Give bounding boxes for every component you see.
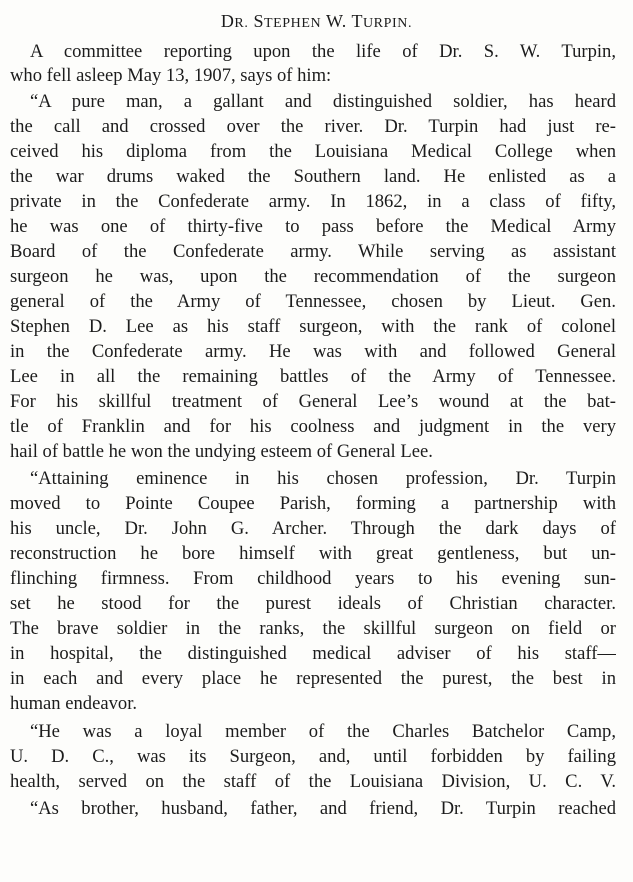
text-line: For his skillful treatment of General Lee’s wound at the bat- <box>10 391 616 412</box>
text-line: “He was a loyal member of the Charles Batchelor Camp, <box>30 721 616 742</box>
text-line: tle of Franklin and for his coolness and judgment in the very <box>10 416 616 437</box>
title-smallcaps: TEPHEN <box>263 16 322 31</box>
text-line: reconstruction he bore himself with great gentleness, but un- <box>10 543 616 564</box>
text-line: private in the Confederate army. In 1862, in a class of fifty, <box>10 191 616 212</box>
title-smallcaps: URPIN. <box>362 16 413 31</box>
text-line: the war drums waked the Southern land. He enlisted as a <box>10 166 616 187</box>
text-line: his uncle, Dr. John G. Archer. Through the dark days of <box>10 518 616 539</box>
text-line: hail of battle he won the undying esteem of General Lee. <box>10 441 433 462</box>
article-title <box>0 10 633 35</box>
text-line: Board of the Confederate army. While serving as assistant <box>10 241 616 262</box>
text-line: Stephen D. Lee as his staff surgeon, with the rank of colonel <box>10 316 616 337</box>
text-line: U. D. C., was its Surgeon, and, until forbidden by failing <box>10 746 616 767</box>
text-line: “Attaining eminence in his chosen profession, Dr. Turpin <box>30 468 616 489</box>
text-line: human endeavor. <box>10 693 138 714</box>
text-line: the call and crossed over the river. Dr. Turpin had just re- <box>10 116 616 137</box>
text-line: health, served on the staff of the Louisiana Division, U. C. V. <box>10 771 616 792</box>
text-line: surgeon he was, upon the recommendation of the surgeon <box>10 266 616 287</box>
text-line: “A pure man, a gallant and distinguished soldier, has heard <box>30 91 616 112</box>
title-initial: S <box>253 11 264 31</box>
text-line: ceived his diploma from the Louisiana Medical College when <box>10 141 616 162</box>
text-line: he was one of thirty-five to pass before the Medical Army <box>10 216 616 237</box>
text-line: A committee reporting upon the life of Dr. S. W. Turpin, <box>30 41 616 62</box>
text-line: Lee in all the remaining battles of the Army of Tennessee. <box>10 366 616 387</box>
title-initial: D <box>220 11 235 31</box>
text-line: moved to Pointe Coupee Parish, forming a partnership with <box>10 493 616 514</box>
text-line: who fell asleep May 13, 1907, says of him: <box>10 65 332 86</box>
text-line: The brave soldier in the ranks, the skillful surgeon on field or <box>10 618 616 639</box>
text-line: set he stood for the purest ideals of Christian character. <box>10 593 616 614</box>
text-line: in the Confederate army. He was with and followed General <box>10 341 616 362</box>
title-smallcaps: R. <box>234 16 249 31</box>
text-line: “As brother, husband, father, and friend, Dr. Turpin reached <box>30 798 616 819</box>
title-initial: W. T <box>325 11 363 31</box>
text-line: in each and every place he represented the purest, the best in <box>10 668 616 689</box>
text-line: flinching firmness. From childhood years to his evening sun- <box>10 568 616 589</box>
text-line: in hospital, the distinguished medical adviser of his staff— <box>10 643 616 664</box>
text-line: general of the Army of Tennessee, chosen by Lieut. Gen. <box>10 291 616 312</box>
